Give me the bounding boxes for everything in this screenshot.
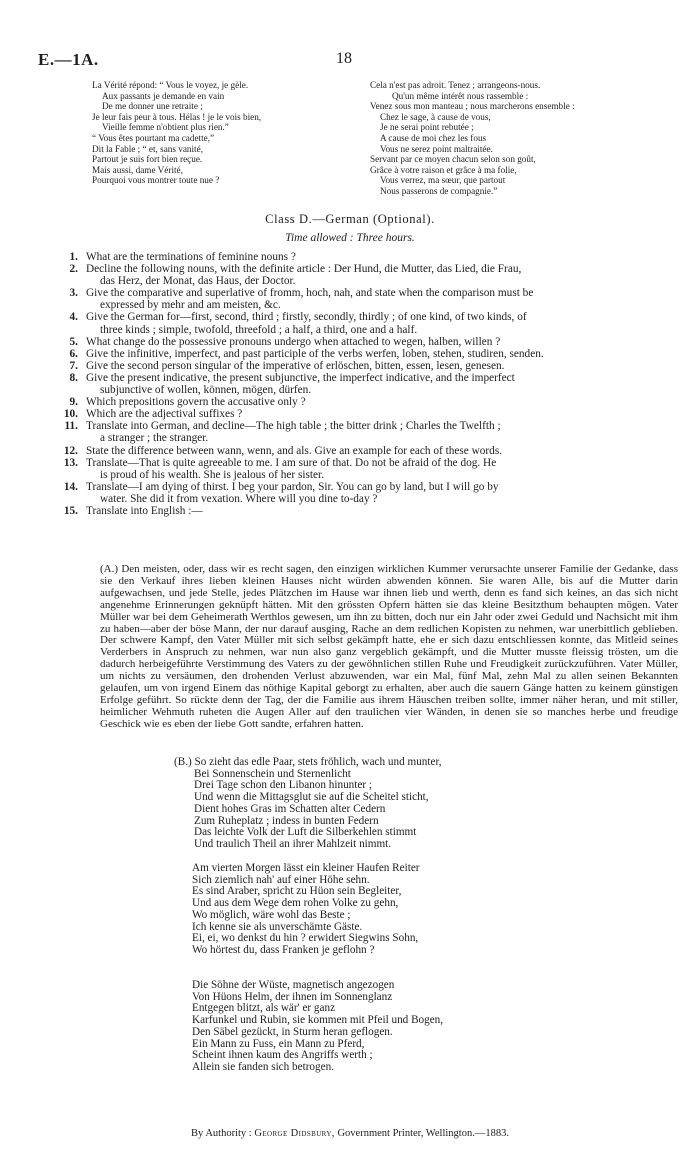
question-text: Give the comparative and superlative of fromm, hoch, nah, and state when the comparison must be (86, 287, 534, 300)
question-number: 13. (63, 456, 78, 469)
verse-line: Drei Tage schon den Libanon hinunter ; (194, 779, 372, 792)
verse-b-stanza-2 (192, 863, 420, 957)
poem-line: Mais aussi, dame Vérité, (92, 164, 183, 175)
question-number: 4. (69, 311, 78, 324)
verse-line: Es sind Araber, spricht zu Hüon sein Begleiter, (192, 885, 402, 898)
question-text: Give the infinitive, imperfect, and past participle of the verbs werfen, loben, stehen, studiren, senden. (86, 347, 544, 360)
question-text: Translate—That is quite agreeable to me. I am sure of that. Do not be afraid of the dog. He (86, 456, 497, 469)
question-text: State the difference between wann, wenn, and als. Give an example for each of these words. (86, 444, 503, 457)
question-text: Give the second person singular of the imperative of erlöschen, bitten, essen, lesen, genesen. (86, 359, 505, 372)
verse-line: Am vierten Morgen lässt ein kleiner Haufen Reiter (192, 862, 420, 874)
verse-line: Das leichte Volk der Luft die Silberkehlen stimmt (194, 826, 417, 839)
question-text: water. She did it from vexation. Where will you dine to-day ? (100, 492, 378, 505)
poem-line: Nous passerons de compagnie.” (380, 185, 498, 196)
printer-footer (0, 1128, 700, 1139)
verse-line: Ich kenne sie als unverschämte Gäste. (192, 920, 363, 933)
question-text: Translate—I am dying of thirst. I beg your pardon, Sir. You can go by land, but I will go by (86, 480, 499, 493)
poem-line: Aux passants je demande en vain (102, 90, 225, 101)
question-number: 3. (69, 287, 78, 300)
verse-line: Ein Mann zu Fuss, ein Mann zu Pferd, (192, 1037, 365, 1050)
poem-line: Vous verrez, ma sœur, que partout (380, 175, 506, 186)
poem-line: Partout je suis fort bien reçue. (92, 154, 203, 165)
verse-line: Und traulich Theil an ihrer Mahlzeit nimmt. (194, 837, 392, 850)
footer-suffix: Government Printer, Wellington.—1883. (337, 1128, 509, 1139)
verse-line: Karfunkel und Rubin, sie kommen mit Pfeil und Bogen, (192, 1014, 444, 1027)
question-item (38, 457, 678, 481)
question-text: Give the German for—first, second, third ; firstly, secondly, thirdly ; of one kind, of two kinds, of (86, 311, 527, 324)
page-number: 18 (336, 50, 352, 67)
verse-line: Ei, ei, wo denkst du hin ? erwidert Siegwins Sohn, (192, 932, 419, 945)
question-number: 7. (69, 359, 78, 372)
question-number: 6. (69, 347, 78, 360)
poem-line: La Vérité répond: “ Vous le voyez, je gèle. (92, 80, 249, 90)
question-text: three kinds ; simple, twofold, threefold ; a half, a third, one and a half. (100, 323, 418, 336)
verse-line: Dient hohes Gras im Schatten alter Cedern (194, 802, 386, 815)
question-item (38, 360, 678, 372)
verse-line: Wo möglich, wäre wohl das Beste ; (192, 908, 351, 921)
verse-line: Und wenn die Mittagsglut sie auf die Scheitel sticht, (194, 791, 429, 804)
question-item (38, 311, 678, 335)
poem-line: Venez sous mon manteau ; nous marcherons ensemble : (370, 101, 575, 112)
verse-line: Die Söhne der Wüste, magnetisch angezogen (192, 979, 395, 991)
verse-line: Den Säbel gezückt, in Sturm heran geflogen. (192, 1025, 393, 1038)
poem-line: Je leur fais peur à tous. Hélas ! je le vois bien, (92, 111, 262, 122)
question-number: 10. (63, 408, 78, 421)
question-text: Translate into German, and decline—The high table ; the bitter drink ; Charles the Twelfth ; (86, 420, 501, 433)
verse-line: Wo hörtest du, dass Franken je geflohn ? (192, 943, 375, 956)
verse-line: Entgegen blitzt, als wär' er ganz (192, 1002, 336, 1015)
verse-line: Und aus dem Wege dem rohen Volke zu gehn, (192, 897, 399, 910)
question-item (38, 481, 678, 505)
question-text: Translate into English :— (86, 504, 203, 517)
question-number: 2. (69, 263, 78, 276)
poem-line: Je ne serai point rebutée ; (380, 122, 474, 133)
question-text: What are the terminations of feminine nouns ? (86, 251, 296, 263)
question-number: 9. (69, 396, 78, 409)
question-text: What change do the possessive pronouns undergo when attached to wegen, halben, willen ? (86, 335, 501, 348)
poem-line: “ Vous êtes pourtant ma cadette,” (92, 132, 215, 143)
french-poem-left-column (92, 80, 357, 186)
question-item (38, 445, 678, 457)
document-reference: E.—1A. (38, 50, 99, 69)
footer-printer-name: George Didsbury, (254, 1128, 335, 1139)
poem-line: Cela n'est pas adroit. Tenez ; arrangeons-nous. (370, 80, 541, 90)
time-allowed: Time allowed : Three hours. (285, 232, 415, 244)
question-text: Decline the following nouns, with the definite article : Der Hund, die Mutter, das Lied, die Frau, (86, 263, 522, 276)
question-item (38, 336, 678, 348)
question-number: 14. (63, 480, 78, 493)
question-text: a stranger ; the stranger. (100, 432, 209, 445)
question-item (38, 505, 678, 517)
question-item (38, 263, 678, 287)
question-text: is proud of his wealth. She is jealous of her sister. (100, 468, 325, 481)
question-text: das Herz, der Monat, das Haus, der Doctor. (100, 275, 296, 288)
verse-b-stanza-3 (192, 980, 443, 1074)
verse-b-stanza-1 (174, 757, 442, 851)
poem-line: Pourquoi vous montrer toute nue ? (92, 175, 220, 186)
question-item (38, 287, 678, 311)
question-text: Which prepositions govern the accusative only ? (86, 396, 306, 409)
question-text: expressed by mehr and am meisten, &c. (100, 299, 281, 312)
question-number: 1. (69, 251, 78, 263)
verse-line: Allein sie fanden sich betrogen. (192, 1060, 334, 1073)
poem-line: Servant par ce moyen chacun selon son goût, (370, 154, 536, 165)
question-list (38, 251, 678, 517)
question-text: subjunctive of wollen, können, mögen, dürfen. (100, 384, 312, 397)
question-item (38, 420, 678, 444)
verse-line: Von Hüons Helm, der ihnen im Sonnenglanz (192, 990, 393, 1003)
poem-line: Vous ne serez point maltraitée. (380, 143, 493, 154)
verse-line: Scheint ihnen kaum des Angriffs werth ; (192, 1049, 373, 1062)
french-poem-right-column (370, 80, 660, 197)
poem-line: A cause de moi chez les fous (380, 132, 487, 143)
class-title: Class D.—German (Optional). (265, 212, 435, 226)
verse-line: Bei Sonnenschein und Sternenlicht (194, 767, 351, 780)
question-text: Give the present indicative, the present subjunctive, the imperfect indicative, and the imperfect (86, 371, 515, 384)
poem-line: Grâce à votre raison et grâce à ma folie, (370, 164, 517, 175)
verse-line: (B.) So zieht das edle Paar, stets fröhlich, wach und munter, (174, 756, 442, 768)
footer-prefix: By Authority : (191, 1128, 252, 1139)
question-number: 11. (64, 420, 78, 433)
question-number: 8. (69, 371, 78, 384)
poem-line: Qu'un même intérêt nous rassemble : (392, 90, 529, 101)
poem-line: Dit la Fable ; “ et, sans vanité, (92, 143, 203, 154)
question-number: 12. (63, 444, 78, 457)
question-item (38, 251, 678, 263)
passage-a: (A.) Den meisten, oder, dass wir es recht sagen, den einzigen wirklichen Kummer verursachte unserer Familie der Gedanke, dass sie den Verkauf ihres lieben kleinen Hauses nicht würden abwenden können. Sie waren Alle, bis auf die Mutter darin aufgewachsen, und jede Stelle, jedes Plätzchen im Hause war ihnen lieb und werth, denn es fand sich keines, an das sich nicht angenehme Erinnerungen geknüpft hätten. Mit den grössten Opfern hätten sie das kleine Besitzthum behaupten mögen. Vater Müller war bei dem Geheimerath Werthlos gewesen, um ihn zu bitten, doch nur ein Jahr oder zwei Geduld und Nachsicht mit ihm zu haben—aber der böse Mann, der nur darauf ausging, Rache an dem redlichen Kopisten zu nehmen, war unerbittlich geblieben. Der schwere Kampf, den Vater Müller mit sich selbst gekämpft hatte, ehe er sich dazu entschliessen konnte, das Mitleid seines Verderbers in Anspruch zu nehmen, war nun also ganz vergeblich gekämpft, und die Mutter musste fleissig trösten, um die dadurch herbeigeführte Verstimmung des Vaters zu der gewöhnlichen stillen Ruhe und Freudigkeit zurückzuführen. Vater Müller, um nichts zu versäumen, den drohenden Verlust abzuwenden, war ein Mal, fünf Mal, zehn Mal zu allen seinen Bekannten gelaufen, um von irgend Einem das nöthige Kapital geborgt zu erhalten, aber auch die sauern Gänge hatten zu keinem günstigen Erfolge geführt. So rückte denn der Tag, der die Familie aus ihrem Häuschen treiben sollte, immer näher heran, und mit stiller, heimlicher Wehmuth ruheten die Augen Aller auf den traulichen vier Wänden, in denen sie so manches herbe und freudige Geschick wie es eben der liebe Gott sandte, erfahren hatten. (100, 563, 678, 730)
question-number: 15. (63, 504, 78, 517)
poem-line: De me donner une retraite ; (102, 101, 203, 112)
question-item (38, 396, 678, 408)
poem-line: Vieille femme n'obtient plus rien.” (102, 122, 229, 133)
question-text: Which are the adjectival suffixes ? (86, 408, 243, 421)
question-item (38, 408, 678, 420)
question-number: 5. (69, 335, 78, 348)
verse-line: Sich ziemlich nah' auf einer Höhe sehn. (192, 873, 370, 886)
verse-line: Zum Ruheplatz ; indess in bunten Federn (194, 814, 379, 827)
poem-line: Chez le sage, à cause de vous, (380, 111, 491, 122)
question-item (38, 348, 678, 360)
question-item (38, 372, 678, 396)
